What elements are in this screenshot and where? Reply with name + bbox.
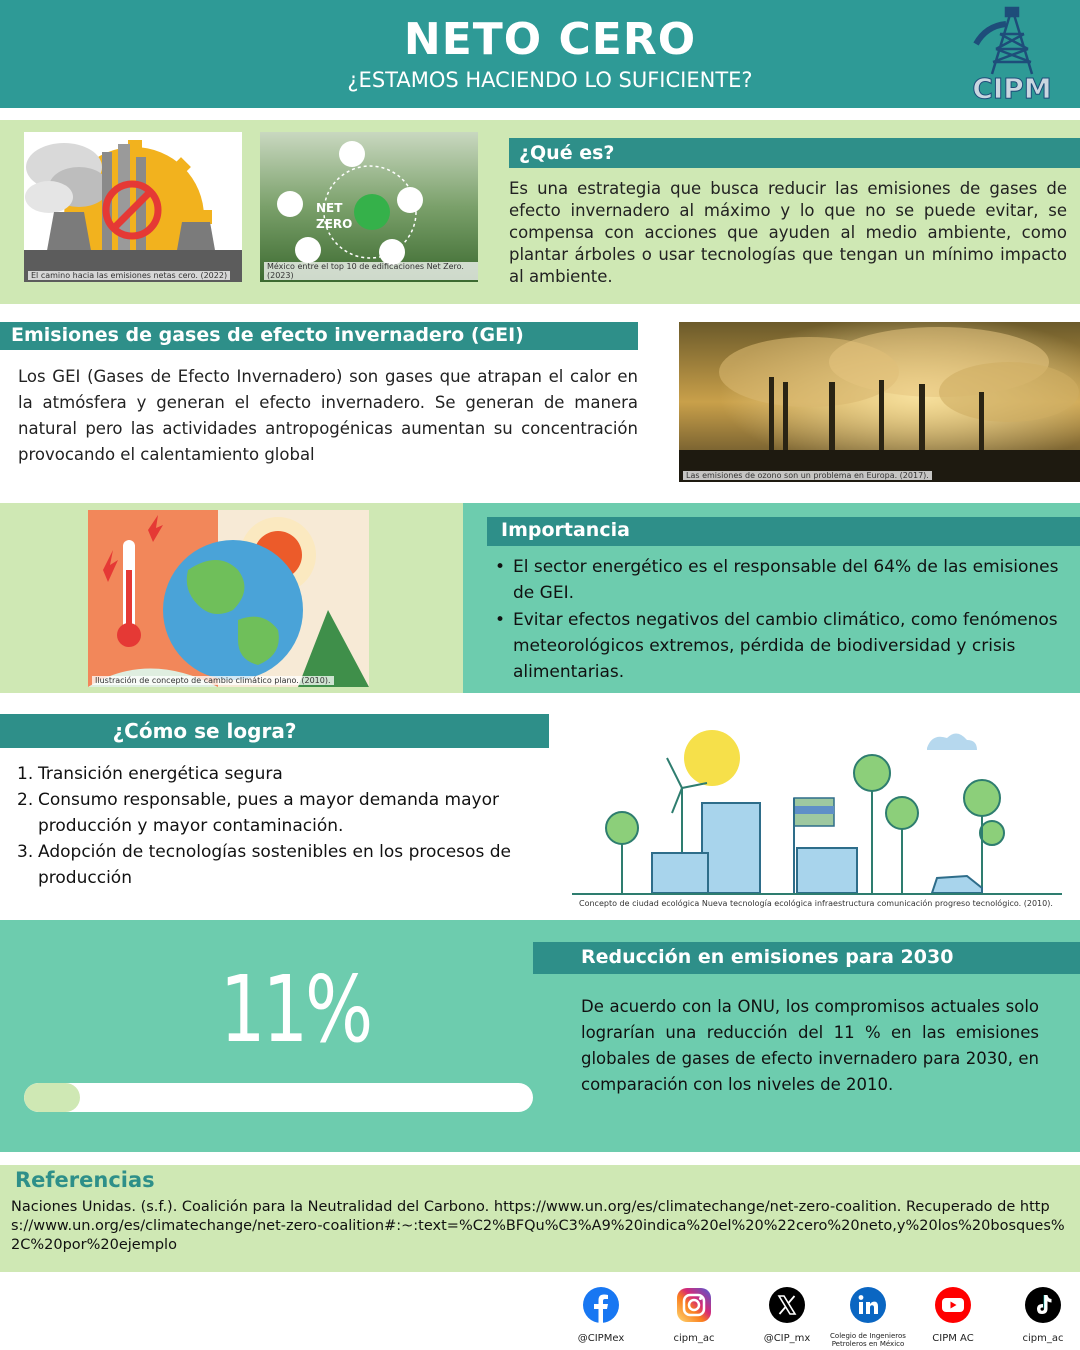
climate-illustration: [88, 510, 369, 687]
social-facebook[interactable]: [561, 1285, 641, 1344]
net-zero-label-2: ZERO: [316, 217, 353, 231]
facebook-icon[interactable]: [583, 1287, 619, 1323]
importancia-heading: Importancia: [487, 517, 1080, 546]
importancia-item: • Evitar efectos negativos del cambio climático, como fenómenos meteorológicos extremos, pérdida de biodiversidad y crisis alimentarias.: [513, 607, 1073, 685]
factory-illustration: [24, 132, 242, 282]
linkedin-icon[interactable]: [850, 1287, 886, 1323]
social-label: Colegio de Ingenieros Petroleros en México: [830, 1332, 906, 1348]
instagram-icon[interactable]: [676, 1287, 712, 1323]
referencias-text: Naciones Unidas. (s.f.). Coalición para la Neutralidad del Carbono. https://www.un.org/es/climatechange/net-zero-coalition. Recuperado de https://www.un.org/es/climatechange/net-zero-coalition#:~:text=%C2%BFQu%C3%A9%20indica%20el%20%22cero%20neto,y%20los%20bosques%2C%20por%20ejemplo: [11, 1199, 1065, 1253]
como-item-number: 1.: [17, 764, 34, 784]
social-youtube[interactable]: [913, 1285, 993, 1344]
net-zero-label-1: NET: [316, 201, 343, 215]
que-es-heading: ¿Qué es?: [509, 138, 1080, 168]
cipm-logo-text: CIPM: [972, 72, 1052, 105]
eco-city-illustration: [572, 718, 1062, 910]
social-label: CIPM AC: [932, 1333, 974, 1344]
social-label: @CIPMex: [577, 1333, 625, 1344]
smokestacks-photo: [679, 322, 1080, 482]
gei-heading: Emisiones de gases de efecto invernadero (GEI): [0, 322, 638, 350]
social-label: cipm_ac: [673, 1333, 715, 1344]
net-zero-illustration: [260, 132, 478, 282]
image2-caption: México entre el top 10 de edificaciones Net Zero. (2023): [264, 262, 478, 280]
gei-text: Los GEI (Gases de Efecto Invernadero) son gases que atrapan el calor en la atmósfera y generan el efecto invernadero. Se generan de manera natural pero las actividades antropogénicas aumentan su concentración provocando el calentamiento global: [18, 367, 638, 464]
image5-caption: Concepto de ciudad ecológica Nueva tecnología ecológica infraestructura comunicación progreso tecnológico. (2010).: [576, 899, 1056, 908]
social-x[interactable]: [747, 1285, 827, 1344]
reduction-progress-fill: [24, 1083, 80, 1112]
como-item: [17, 787, 562, 839]
image-emissions: [679, 322, 1080, 482]
reduction-progress-bar: [24, 1083, 533, 1112]
como-item-text: Consumo responsable, pues a mayor demanda mayor producción y mayor contaminación.: [38, 790, 499, 836]
x-icon[interactable]: [769, 1287, 805, 1323]
image-net-zero-path: [24, 132, 242, 282]
image3-caption: Las emisiones de ozono son un problema en Europa. (2017).: [683, 471, 932, 480]
como-item-number: 3.: [17, 842, 34, 862]
image-climate-change: [88, 510, 369, 687]
que-es-text: Es una estrategia que busca reducir las emisiones de gases de efecto invernadero al máximo y lo que no se puede evitar, se compensa con acciones que ayuden al medio ambiente, como plantar árboles o usar tecnologías que tengan un mínimo impacto al ambiente.: [509, 179, 1067, 286]
como-heading: ¿Cómo se logra?: [0, 714, 549, 748]
reduccion-heading: Reducción en emisiones para 2030: [533, 942, 1080, 974]
importancia-item: • El sector energético es el responsable del 64% de las emisiones de GEI.: [513, 554, 1073, 606]
como-item-text: Adopción de tecnologías sostenibles en los procesos de producción: [38, 842, 511, 888]
como-item-text: Transición energética segura: [38, 764, 283, 784]
social-instagram[interactable]: [654, 1285, 734, 1344]
image-eco-city: [572, 718, 1062, 910]
como-item: [17, 761, 562, 787]
como-item-number: 2.: [17, 790, 34, 810]
tiktok-icon[interactable]: [1025, 1287, 1061, 1323]
page-subtitle: ¿ESTAMOS HACIENDO LO SUFICIENTE?: [347, 68, 753, 92]
como-item: [17, 839, 562, 891]
social-tiktok[interactable]: [1003, 1285, 1080, 1344]
image4-caption: Ilustración de concepto de cambio climático plano. (2010).: [92, 676, 334, 685]
social-label: cipm_ac: [1022, 1333, 1064, 1344]
importancia-list: [513, 554, 1073, 686]
social-linkedin[interactable]: [828, 1285, 908, 1348]
image1-caption: El camino hacia las emisiones netas cero. (2022): [28, 271, 230, 280]
image-net-zero-mexico: [260, 132, 478, 282]
page-title: NETO CERO: [403, 14, 697, 65]
reduction-percentage: 11%: [219, 956, 371, 1063]
referencias-heading: Referencias: [15, 1168, 155, 1192]
reduccion-text: De acuerdo con la ONU, los compromisos actuales solo lograrían una reducción del 11 % en las emisiones globales de gases de efecto invernadero para 2030, en comparación con los niveles de 2010.: [581, 997, 1039, 1094]
social-label: @CIP_mx: [763, 1333, 811, 1344]
youtube-icon[interactable]: [935, 1287, 971, 1323]
como-list: [17, 761, 562, 891]
